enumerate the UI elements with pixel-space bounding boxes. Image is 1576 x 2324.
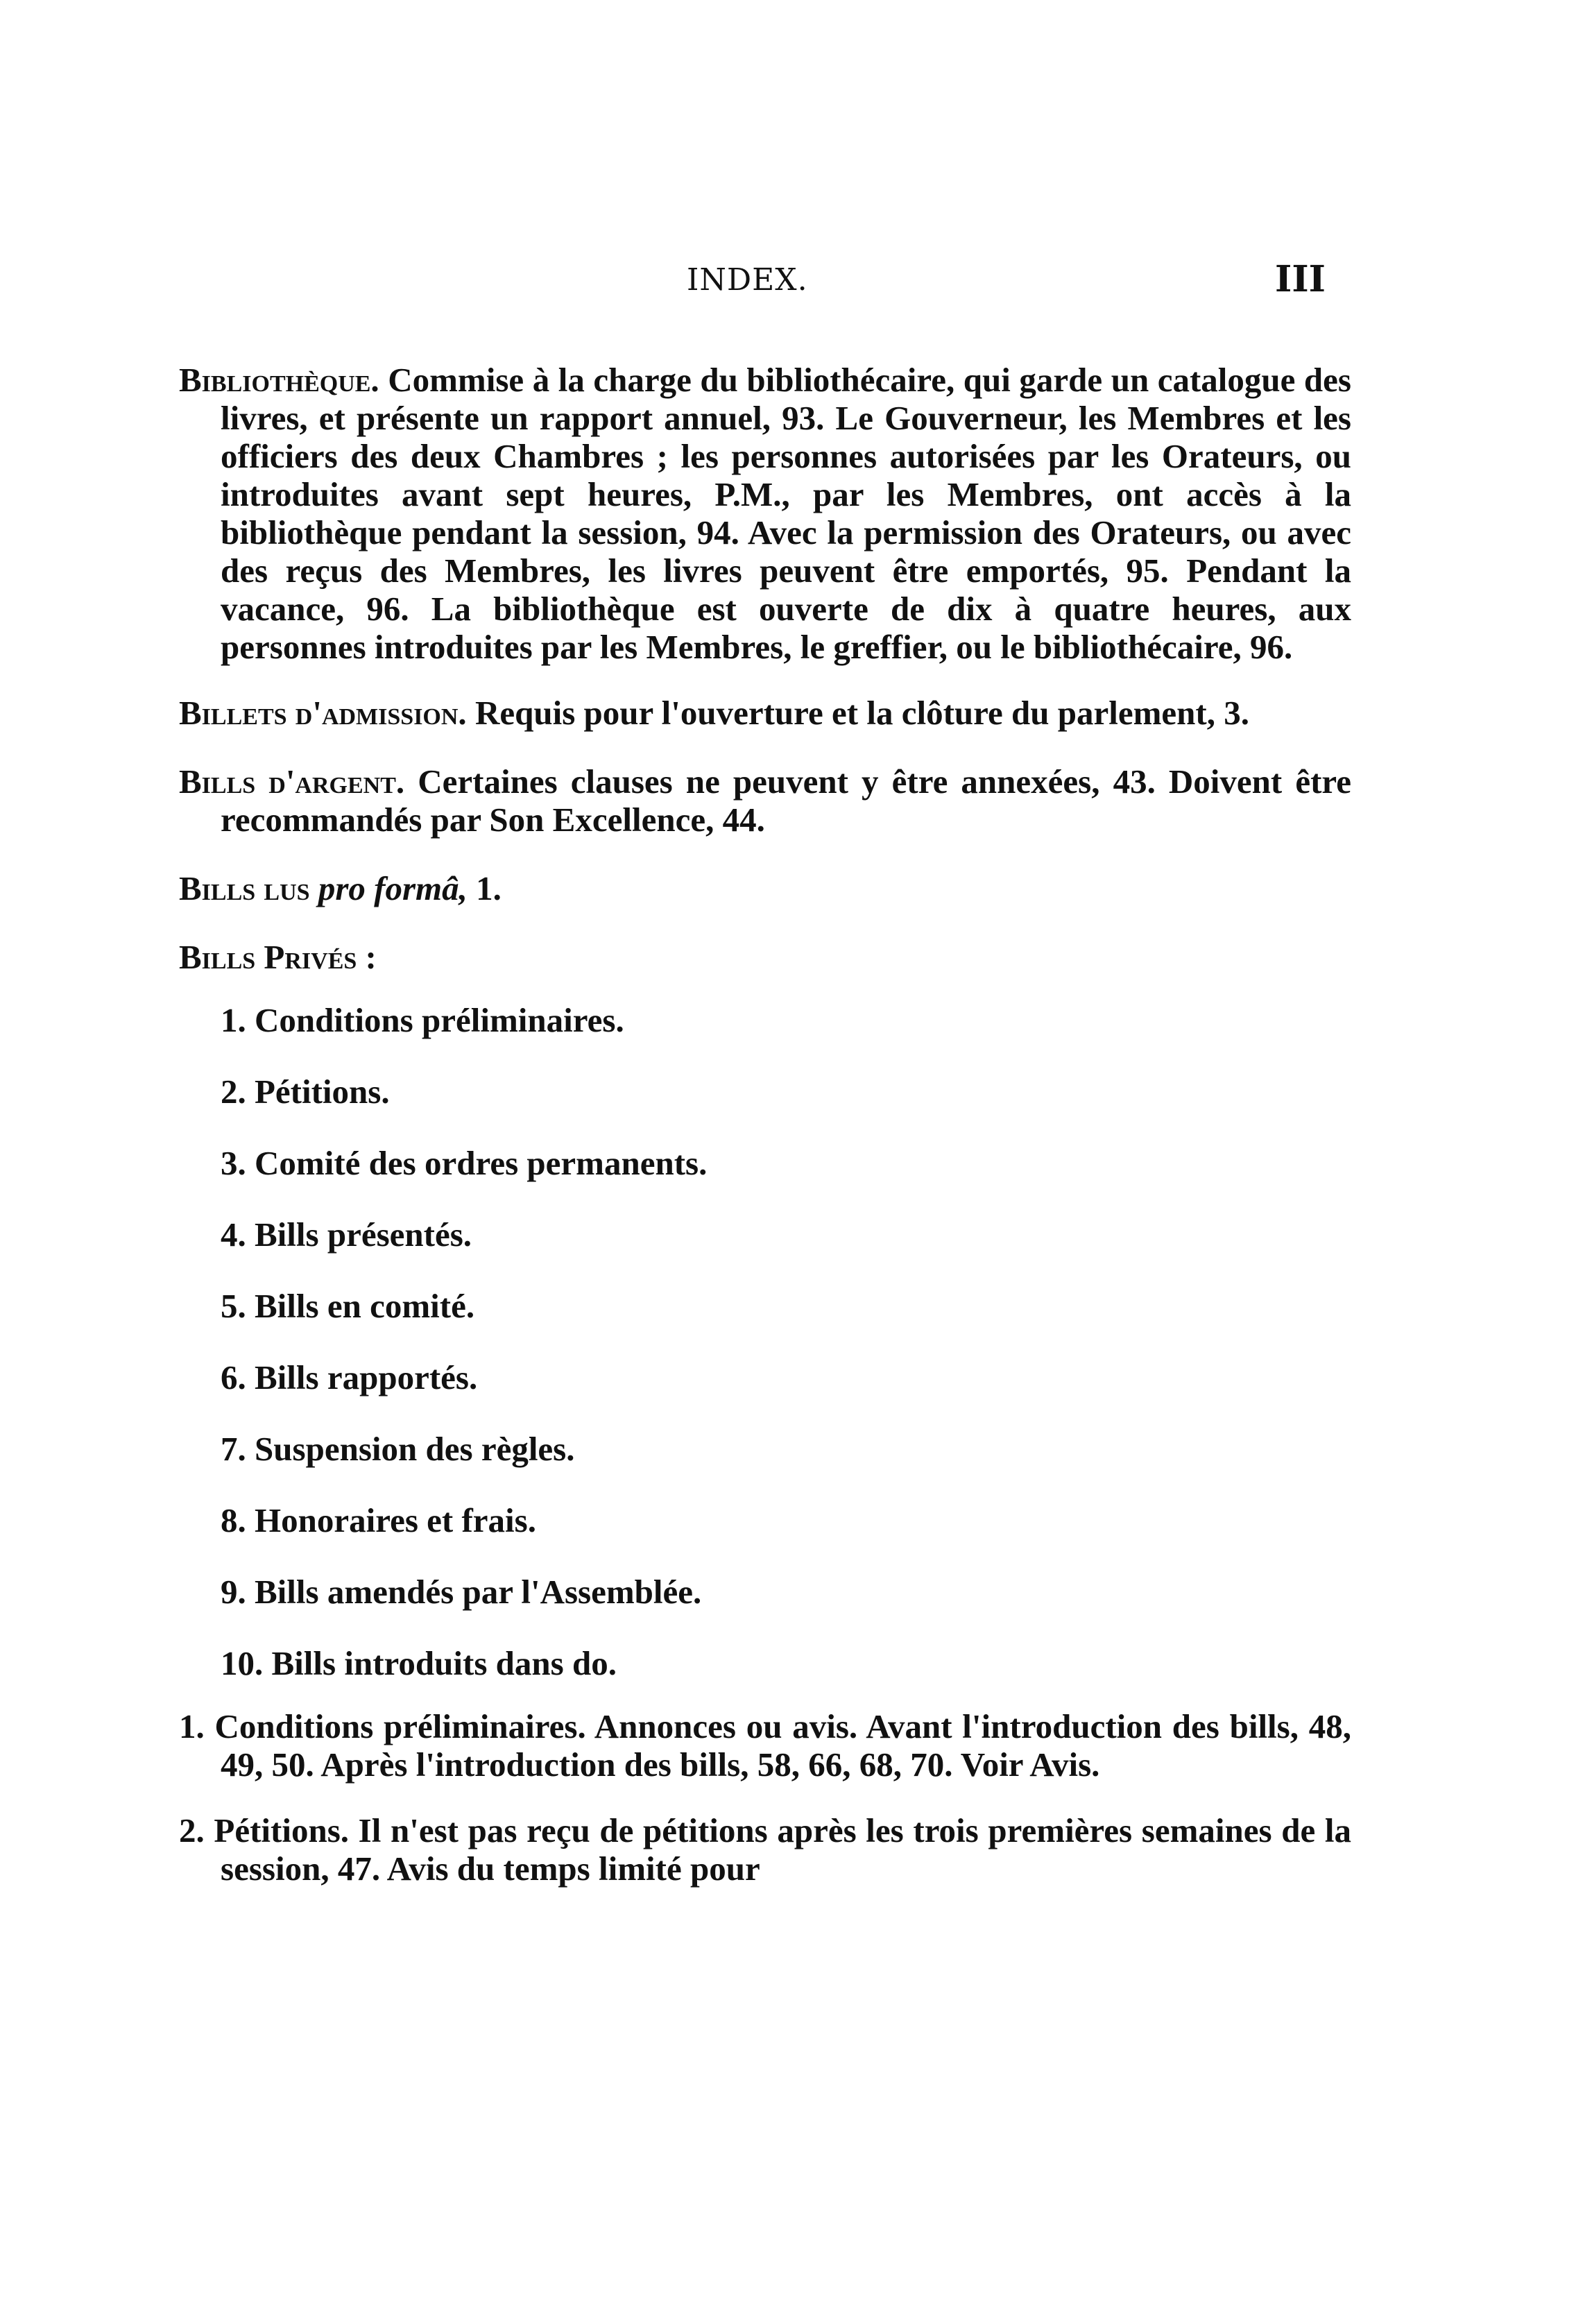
entry-term: Bills Privés : <box>179 938 377 976</box>
list-item: 8. Honoraires et frais. <box>221 1501 536 1539</box>
list-item: 1. Conditions préliminaires. <box>221 1001 624 1039</box>
list-item: 5. Bills en comité. <box>221 1287 475 1325</box>
entry-term: Bills d'argent. <box>179 762 405 801</box>
list-item: 10. Bills introduits dans do. <box>221 1644 617 1682</box>
index-entry-petitions: 2. Pétitions. Il n'est pas reçu de pétitions après les trois premières semaines de la session, 47. Avis du temps limité pour <box>179 1811 1351 1888</box>
running-header: INDEX. <box>687 262 808 298</box>
page-number: III <box>1275 258 1326 300</box>
list-item: 2. Pétitions. <box>221 1073 390 1111</box>
list-item: 4. Bills présentés. <box>221 1215 472 1254</box>
bills-prives-list <box>221 1001 1351 1682</box>
index-entry-billets <box>179 694 1351 732</box>
index-content <box>179 361 1351 1915</box>
list-item: 9. Bills amendés par l'Assemblée. <box>221 1573 702 1611</box>
list-item: 7. Suspension des règles. <box>221 1430 575 1468</box>
entry-text: Certaines clauses ne peuvent y être annexées, 43. Doivent être recommandés par Son Excellence, 44. <box>221 762 1351 839</box>
entry-term: Billets d'admission. <box>179 694 467 732</box>
entry-text: Commise à la charge du bibliothécaire, qui garde un catalogue des livres, et présente un rapport annuel, 93. Le Gouverneur, les Membres et les officiers des deux Chambres ; les personnes autorisées par les Orateurs, ou introduites avant sept heures, P.M., par les Membres, ont accès à la bibliothèque pendant la session, 94. Avec la permission des Orateurs, ou avec des reçus des Membres, les livres peuvent être emportés, 95. Pendant la vacance, 96. La bibliothèque est ouverte de dix à quatre heures, aux personnes introduites par les Membres, le greffier, ou le bibliothécaire, 96. <box>221 361 1352 666</box>
index-entry-bills-prives <box>179 938 1351 976</box>
index-entry-bibliotheque <box>179 361 1351 666</box>
index-entry-conditions: 1. Conditions préliminaires. Annonces ou avis. Avant l'introduction des bills, 48, 49, 50. Après l'introduction des bills, 58, 66, 68, 70. Voir Avis. <box>179 1707 1351 1784</box>
entry-italic: pro formâ, <box>318 869 468 907</box>
entry-text: Requis pour l'ouverture et la clôture du parlement, 3. <box>474 694 1250 732</box>
entry-text: 1. <box>476 869 502 907</box>
index-entry-bills-lus <box>179 869 1351 907</box>
list-item: 3. Comité des ordres permanents. <box>221 1144 708 1182</box>
entry-term: Bibliothèque. <box>179 361 379 399</box>
list-item: 6. Bills rapportés. <box>221 1358 478 1396</box>
entry-term: Bills lus <box>179 869 310 907</box>
index-entry-bills-argent <box>179 762 1351 839</box>
